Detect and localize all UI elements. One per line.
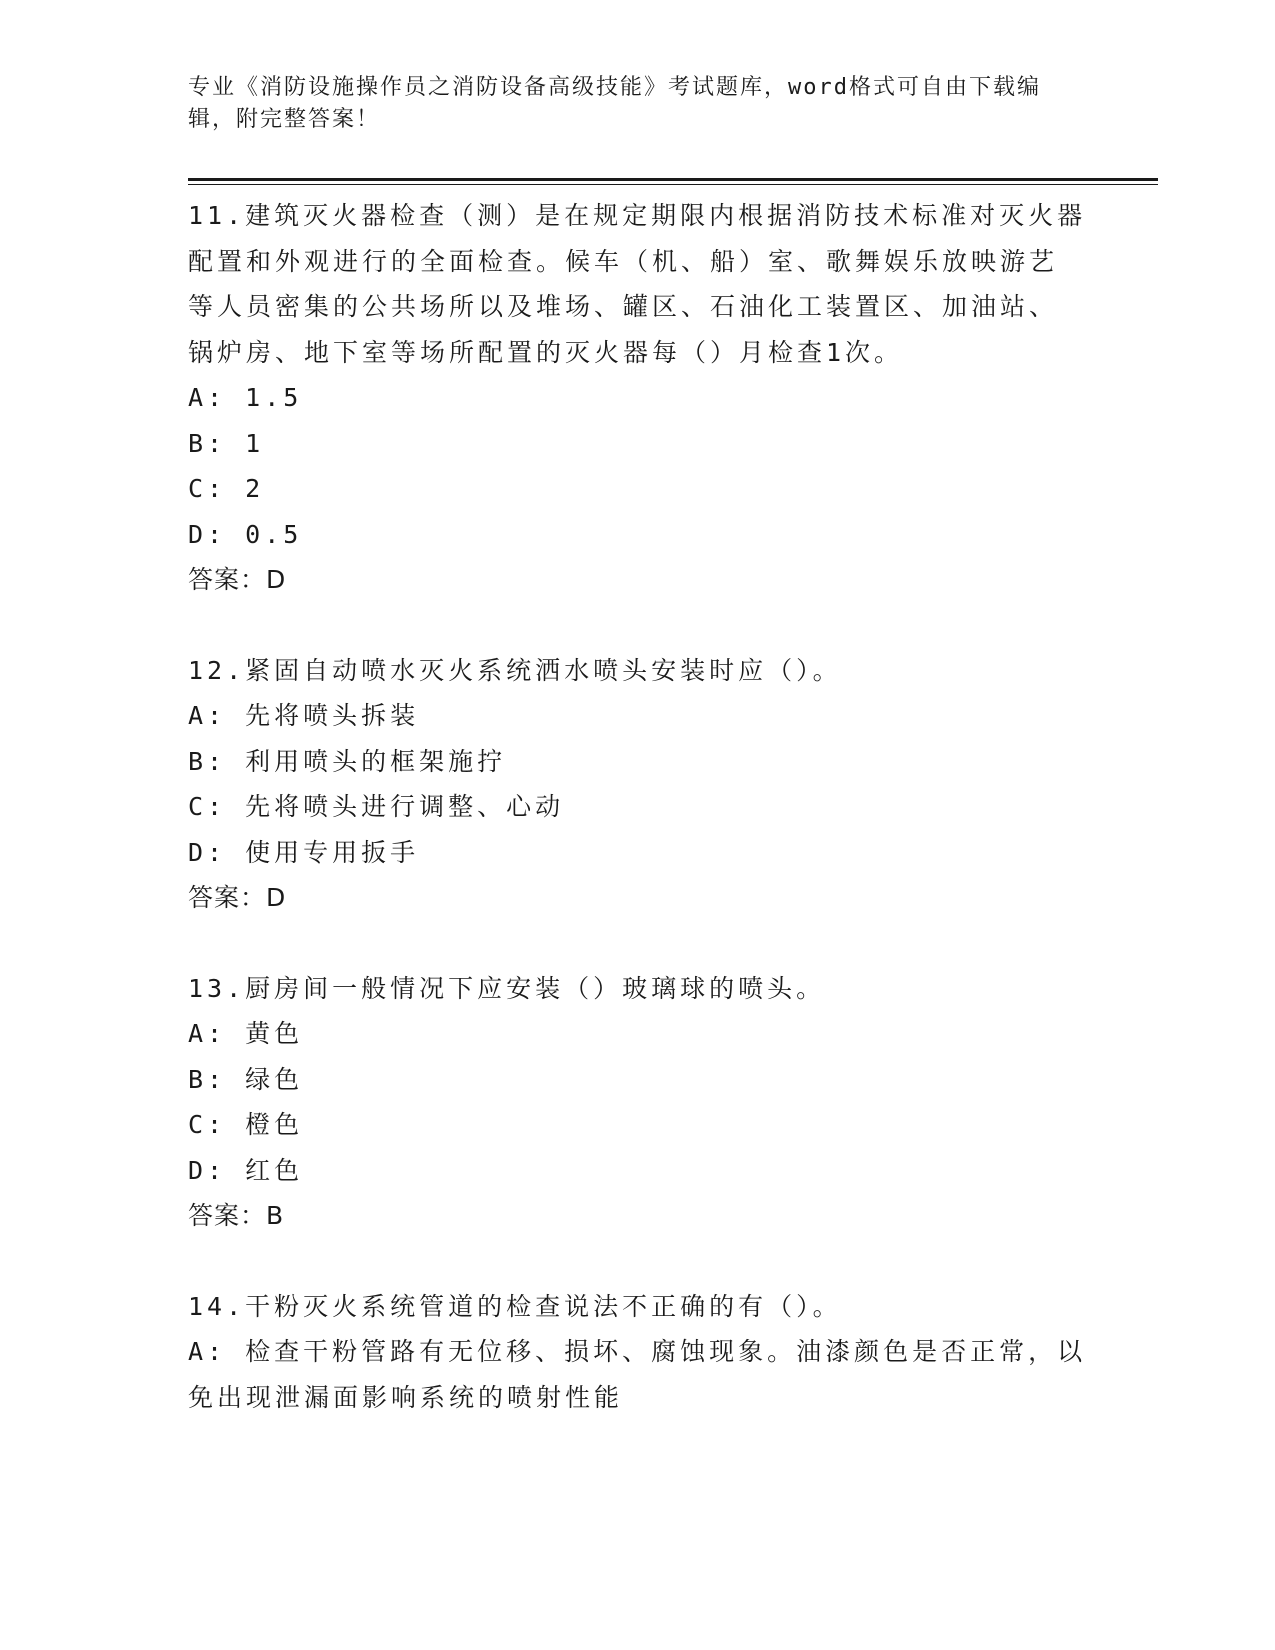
answer: 答案：D xyxy=(188,883,287,912)
option-c: C: 2 xyxy=(188,474,265,503)
document-header xyxy=(188,72,1088,136)
option-b: B: 1 xyxy=(188,428,265,458)
option-a-continued: 免出现泄漏面影响系统的喷射性能 xyxy=(188,1382,624,1412)
question-13 xyxy=(188,966,1088,1239)
question-12 xyxy=(188,648,1088,921)
header-divider-thick xyxy=(188,178,1158,181)
option-a: A: 先将喷头拆装 xyxy=(188,701,420,730)
option-b: B: 绿色 xyxy=(188,1064,304,1094)
option-a: A: 1.5 xyxy=(188,383,303,412)
question-stem-line: 等人员密集的公共场所以及堆场、罐区、石油化工装置区、加油站、 xyxy=(188,292,1059,321)
answer: 答案：B xyxy=(188,1201,285,1230)
question-stem-line: 配置和外观进行的全面检查。候车（机、船）室、歌舞娱乐放映游艺 xyxy=(188,246,1059,276)
spacer xyxy=(188,1239,1088,1284)
question-list xyxy=(188,193,1088,1420)
option-d: D: 红色 xyxy=(188,1155,304,1185)
question-stem-line: 12.紧固自动喷水灭火系统洒水喷头安装时应（）。 xyxy=(188,655,842,685)
option-d: D: 使用专用扳手 xyxy=(188,837,420,867)
spacer xyxy=(188,921,1088,966)
header-line-1: 专业《消防设施操作员之消防设备高级技能》考试题库，word格式可自由下载编 xyxy=(188,75,1041,100)
option-c: C: 橙色 xyxy=(188,1110,304,1139)
header-divider-thin xyxy=(188,184,1158,185)
option-a: A: 检查干粉管路有无位移、损坏、腐蚀现象。油漆颜色是否正常，以 xyxy=(188,1337,1087,1366)
spacer xyxy=(188,603,1088,648)
question-stem-line: 13.厨房间一般情况下应安装（）玻璃球的喷头。 xyxy=(188,973,826,1003)
header-line-2: 辑，附完整答案！ xyxy=(188,107,381,132)
question-14 xyxy=(188,1284,1088,1421)
answer: 答案：D xyxy=(188,565,287,594)
question-stem-line: 锅炉房、地下室等场所配置的灭火器每（）月检查1次。 xyxy=(188,337,904,367)
option-d: D: 0.5 xyxy=(188,519,303,549)
option-a: A: 黄色 xyxy=(188,1019,304,1048)
option-c: C: 先将喷头进行调整、心动 xyxy=(188,792,565,821)
question-stem-line: 11.建筑灭火器检查（测）是在规定期限内根据消防技术标准对灭火器 xyxy=(188,201,1087,230)
question-stem-line: 14.干粉灭火系统管道的检查说法不正确的有（）。 xyxy=(188,1291,842,1321)
question-11 xyxy=(188,193,1088,603)
option-b: B: 利用喷头的框架施拧 xyxy=(188,746,507,776)
